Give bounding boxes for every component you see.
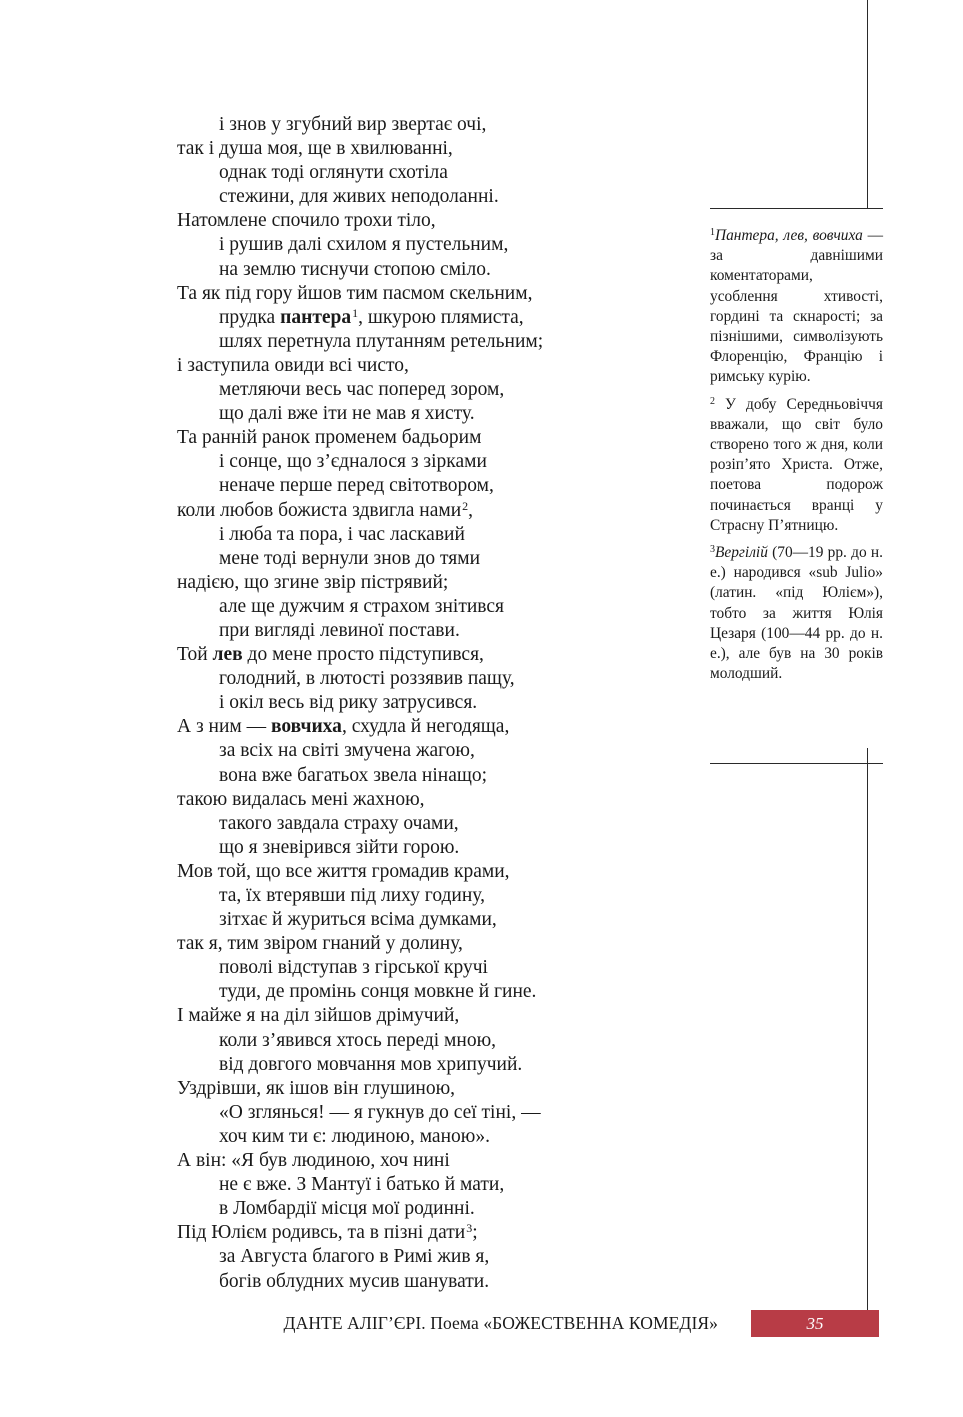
poem-line — [177, 1077, 647, 1101]
poem-line — [177, 764, 647, 788]
poem-text-run: хоч ким ти є: людиною, маною». — [219, 1125, 490, 1147]
poem-text-run: і окіл весь від рику затрусився. — [219, 692, 478, 714]
page-number: 35 — [806, 1314, 824, 1333]
poem-text-run: при вигляді левиної постави. — [219, 619, 460, 641]
bold-term: вовчиха — [271, 716, 342, 738]
poem-line — [177, 1125, 647, 1149]
poem-line — [177, 209, 647, 233]
running-footer-title: ДАНТЕ АЛІГ’ЄРІ. Поема «БОЖЕСТВЕННА КОМЕДІЯ» — [283, 1313, 718, 1333]
poem-text — [177, 113, 647, 1294]
footnote-ref: 2 — [462, 498, 469, 513]
poem-line — [177, 161, 647, 185]
poem-line — [177, 980, 647, 1004]
poem-text-run: і люба та пора, і час ласкавий — [219, 523, 465, 545]
poem-line — [177, 1053, 647, 1077]
footnotes-top-rule — [710, 208, 883, 209]
poem-line — [177, 1197, 647, 1221]
poem-line — [177, 739, 647, 763]
poem-text-run: до мене просто підступився, — [242, 644, 484, 666]
poem-line — [177, 691, 647, 715]
margin-rule-top — [867, 0, 868, 208]
poem-text-run: але ще дужчим я страхом знітився — [219, 595, 504, 617]
footnote-text: — за давнішими коментаторами, усоблення хтивості, гордині та скнарості; за пізнішими, символізують Флоренцію, Францію і римську курію. — [710, 227, 883, 386]
footnote-3 — [710, 543, 883, 684]
poem-text-run: А він: «Я був людиною, хоч нині — [177, 1150, 450, 1172]
poem-text-run: так і душа моя, ще в хвилюванні, — [177, 138, 453, 160]
poem-text-run: за всіх на світі змучена жагою, — [219, 740, 475, 762]
poem-text-run: від довгого мовчання мов хрипучий. — [219, 1053, 523, 1075]
poem-text-run: богів облудних мусив шанувати. — [219, 1270, 490, 1292]
footnote-number: 1 — [710, 227, 715, 238]
poem-text-run: туди, де промінь сонця мовкне й гине. — [219, 981, 537, 1003]
poem-text-run: такою видалась мені жахною, — [177, 788, 425, 810]
poem-line — [177, 571, 647, 595]
footnote-text: (70—19 рр. до н. е.) народився «sub Julio» (латин. «під Юлієм»), тобто за життя Юлія Цезаря (100—44 рр. до н. е.), але був на 30 років молодший. — [710, 544, 883, 683]
poem-line — [177, 643, 647, 667]
poem-line — [177, 908, 647, 932]
poem-text-run: , шкурою плямиста, — [358, 306, 524, 328]
poem-line — [177, 860, 647, 884]
footnote-2 — [710, 395, 883, 536]
poem-text-run: і знов у згубний вир звертає очі, — [219, 114, 487, 135]
footnote-ref: 1 — [352, 305, 359, 320]
poem-text-run: «О зглянься! — я гукнув до сеї тіні, — — [219, 1101, 541, 1123]
poem-line — [177, 450, 647, 474]
poem-line — [177, 956, 647, 980]
poem-line — [177, 233, 647, 257]
poem-text-run: метляючи весь час поперед зором, — [219, 379, 505, 401]
poem-line — [177, 932, 647, 956]
poem-text-run: коли з’явився хтось переді мною, — [219, 1029, 497, 1051]
poem-line — [177, 113, 647, 137]
poem-line — [177, 812, 647, 836]
poem-text-run: так я, тим звіром гнаний у долину, — [177, 933, 463, 955]
poem-line — [177, 523, 647, 547]
poem-line — [177, 1221, 647, 1245]
poem-line — [177, 619, 647, 643]
poem-text-run: такого завдала страху очами, — [219, 812, 459, 834]
poem-text-run: і заступила овиди всі чисто, — [177, 354, 409, 376]
margin-rule-bottom — [867, 748, 868, 1310]
poem-line — [177, 1245, 647, 1269]
poem-text-run: не є вже. З Мантуї і батько й мати, — [219, 1174, 505, 1196]
poem-line — [177, 1004, 647, 1028]
bold-term: лев — [212, 644, 243, 666]
footnotes-bottom-rule — [710, 763, 883, 764]
footnote-ref: 3 — [466, 1221, 473, 1236]
poem-text-run: вона вже багатьох звела нінащо; — [219, 764, 488, 786]
poem-line — [177, 378, 647, 402]
poem-text-run: і сонце, що з’єдналося з зірками — [219, 451, 487, 473]
poem-text-run: голодний, в лютості роззявив пащу, — [219, 668, 515, 690]
footnote-number: 2 — [710, 395, 715, 407]
poem-text-run: ; — [472, 1222, 478, 1244]
poem-line — [177, 306, 647, 330]
poem-line — [177, 330, 647, 354]
poem-text-run: Та як під гору йшов тим пасмом скельним, — [177, 282, 533, 304]
poem-text-run: поволі відступав з гірської кручі — [219, 957, 488, 979]
poem-text-run: за Августа благого в Римі жив я, — [219, 1246, 490, 1268]
poem-line — [177, 595, 647, 619]
poem-line — [177, 137, 647, 161]
footnote-1 — [710, 226, 883, 388]
poem-text-run: Та ранній ранок променем бадьорим — [177, 427, 482, 449]
poem-text-run: і рушив далі схилом я пустельним, — [219, 234, 509, 256]
poem-text-run: неначе перше перед світотвором, — [219, 475, 494, 497]
poem-line — [177, 1270, 647, 1294]
poem-text-run: , — [468, 499, 474, 521]
poem-text-run: Той — [177, 644, 213, 666]
poem-line — [177, 1101, 647, 1125]
poem-text-run: зітхає й журиться всіма думками, — [219, 909, 497, 931]
poem-text-run: та, їх втерявши під лиху годину, — [219, 885, 485, 906]
poem-line — [177, 499, 647, 523]
bold-term: пантера — [280, 306, 352, 328]
poem-text-run: мене тоді вернули знов до тями — [219, 547, 481, 569]
poem-line — [177, 547, 647, 571]
footnotes — [710, 226, 883, 691]
poem-text-run: надією, що згине звір пістрявий; — [177, 571, 449, 593]
poem-line — [177, 258, 647, 282]
poem-line — [177, 426, 647, 450]
poem-text-run: стежини, для живих неподоланні. — [219, 186, 499, 208]
poem-text-run: що я зневірився зійти горою. — [219, 836, 460, 858]
poem-text-run: прудка — [219, 306, 281, 328]
page-number-badge — [751, 1310, 879, 1337]
poem-line — [177, 282, 647, 306]
poem-text-run: однак тоді оглянути схотіла — [219, 162, 448, 184]
poem-line — [177, 474, 647, 498]
poem-line — [177, 402, 647, 426]
poem-text-run: що далі вже іти не мав я хисту. — [219, 403, 475, 425]
poem-text-run: коли любов божиста здвигла нами — [177, 499, 462, 521]
poem-text-run: Під Юлієм родивсь, та в пізні дати — [177, 1222, 466, 1244]
poem-line — [177, 667, 647, 691]
poem-line — [177, 354, 647, 378]
poem-text-run: в Ломбардії місця мої родинні. — [219, 1198, 475, 1220]
footnote-term: Пантера, лев, вовчиха — [715, 227, 863, 244]
poem-line — [177, 1029, 647, 1053]
poem-text-run: шлях перетнула плутанням ретельним; — [219, 330, 544, 352]
poem-line — [177, 836, 647, 860]
poem-line — [177, 185, 647, 209]
footnote-term: Вергілій — [715, 544, 768, 562]
poem-line — [177, 788, 647, 812]
poem-text-run: Натомлене спочило трохи тіло, — [177, 210, 436, 232]
poem-text-run: Мов той, що все життя громадив крами, — [177, 860, 510, 882]
poem-text-run: А з ним — — [177, 716, 271, 738]
footnote-number: 3 — [710, 544, 715, 556]
poem-text-run: , схудла й негодяща, — [341, 716, 510, 738]
poem-line — [177, 715, 647, 739]
poem-text-run: Уздрівши, як ішов він глушиною, — [177, 1077, 456, 1099]
poem-line — [177, 1173, 647, 1197]
poem-text-run: на землю тиснучи стопою сміло. — [219, 258, 491, 280]
footnote-text: У добу Середньовіччя вважали, що світ було створено того ж дня, коли розіп’ято Христа. Отже, поетова подорож починається вранці у Страсну П’ятницю. — [710, 395, 883, 534]
poem-text-run: І майже я на діл зійшов дрімучий, — [177, 1005, 460, 1027]
poem-line — [177, 884, 647, 908]
poem-line — [177, 1149, 647, 1173]
